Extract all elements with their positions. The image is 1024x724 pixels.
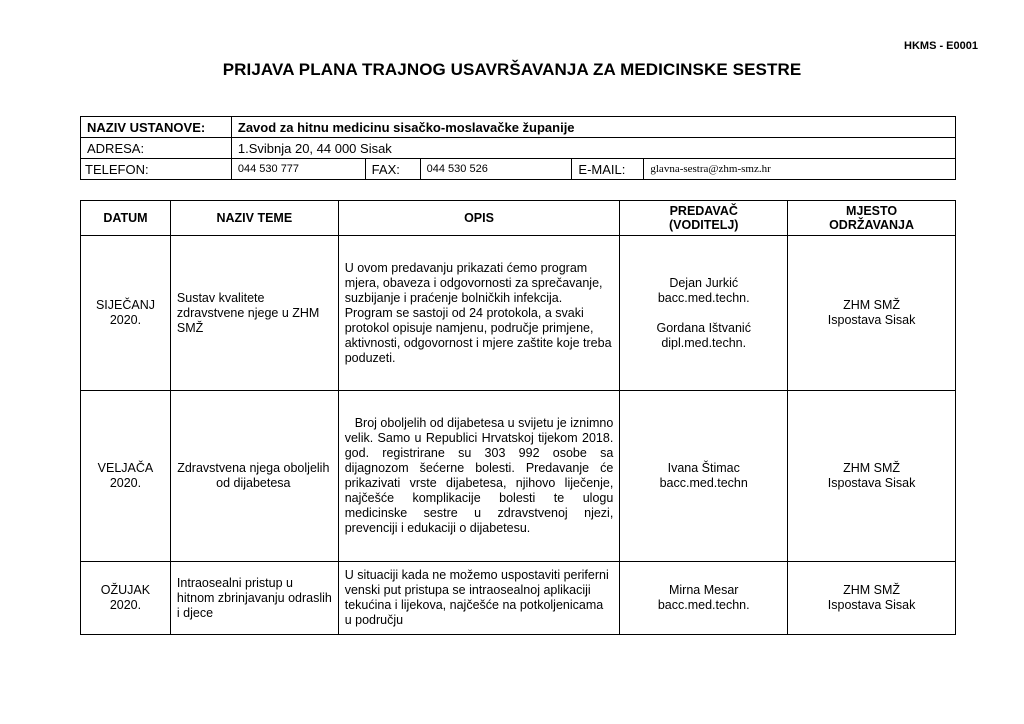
row-lecturer (620, 562, 788, 635)
row-description: Broj oboljelih od dijabetesa u svijetu je iznimno velik. Samo u Republici Hrvatskoj tijekom 2018. god. registrirane su 303 992 osobe sa dijagnozom šećerne bolesti. Predavanje će prikazivati vrste dijabetesa, njihovo liječenje, najčešće komplikacije bolesti te ulogu medicinske sestre u zdravstvenoj njezi, prevenciji i edukaciji o dijabetesu. (338, 391, 620, 562)
header-place-line2: ODRŽAVANJA (829, 218, 915, 232)
row-date (81, 391, 171, 562)
header-lecturer (620, 201, 788, 236)
lecturer-title: dipl.med.techn. (661, 335, 747, 350)
row-month: VELJAČA (97, 461, 154, 475)
row-date (81, 236, 171, 391)
header-date: DATUM (81, 201, 171, 236)
lecturer-title: bacc.med.techn. (657, 598, 750, 612)
row-place (788, 562, 956, 635)
place-line2: Ispostava Sisak (827, 313, 916, 327)
lecturer-name: Mirna Mesar (668, 583, 739, 597)
row-year: 2020. (109, 313, 142, 327)
header-description: OPIS (338, 201, 620, 236)
lecturer-title: bacc.med.techn (659, 476, 748, 490)
row-place (788, 236, 956, 391)
place-line2: Ispostava Sisak (827, 598, 916, 612)
row-month: OŽUJAK (100, 583, 151, 597)
document-code: HKMS - E0001 (904, 40, 978, 52)
lecturer-title: bacc.med.techn. (657, 290, 750, 305)
row-place (788, 391, 956, 562)
fax-value: 044 530 526 (420, 159, 572, 180)
place-line2: Ispostava Sisak (827, 476, 916, 490)
institution-name-row (81, 117, 956, 138)
email-label: E-MAIL: (572, 159, 644, 180)
row-topic: Sustav kvalitete zdravstvene njege u ZHM SMŽ (170, 236, 338, 391)
table-row (81, 562, 956, 635)
lecturer-name: Dejan Jurkić (669, 275, 739, 290)
institution-name-value: Zavod za hitnu medicinu sisačko-moslavačke županije (231, 117, 955, 138)
header-place-line1: MJESTO (845, 204, 898, 218)
plan-header-row (81, 201, 956, 236)
place-line1: ZHM SMŽ (843, 298, 901, 312)
header-lecturer-line1: PREDAVAČ (669, 204, 738, 218)
address-row (81, 138, 956, 159)
header-place (788, 201, 956, 236)
phone-label: TELEFON: (81, 159, 232, 180)
email-value: glavna-sestra@zhm-smz.hr (644, 159, 956, 180)
institution-info-table (80, 116, 956, 180)
header-lecturer-line2: (VODITELJ) (669, 218, 739, 232)
institution-name-label: NAZIV USTANOVE: (81, 117, 232, 138)
row-topic: Intraosealni pristup u hitnom zbrinjavanju odraslih i djece (170, 562, 338, 635)
contact-row (81, 159, 956, 180)
education-plan-table (80, 200, 956, 635)
place-line1: ZHM SMŽ (843, 583, 901, 597)
row-topic: Zdravstvena njega oboljelih od dijabetesa (170, 391, 338, 562)
row-date (81, 562, 171, 635)
table-row (81, 236, 956, 391)
row-lecturer (620, 236, 788, 391)
place-line1: ZHM SMŽ (843, 461, 901, 475)
address-value: 1.Svibnja 20, 44 000 Sisak (231, 138, 955, 159)
phone-value: 044 530 777 (231, 159, 365, 180)
row-lecturer (620, 391, 788, 562)
fax-label: FAX: (365, 159, 420, 180)
address-label: ADRESA: (81, 138, 232, 159)
lecturer-name: Gordana Ištvanić (656, 320, 751, 335)
row-year: 2020. (109, 476, 142, 490)
header-topic: NAZIV TEME (170, 201, 338, 236)
row-description: U ovom predavanju prikazati ćemo program mjera, obaveza i odgovornosti za sprečavanje, suzbijanje i praćenje bolničkih infekcija. Program se sastoji od 24 protokola, a svaki protokol opisuje namjenu, područje primjene, aktivnosti, odgovornost i mjere zaštite koje treba poduzeti. (338, 236, 620, 391)
table-row (81, 391, 956, 562)
document-title: PRIJAVA PLANA TRAJNOG USAVRŠAVANJA ZA MEDICINSKE SESTRE (222, 60, 802, 79)
lecturer-name: Ivana Štimac (667, 461, 740, 475)
row-month: SIJEČANJ (95, 298, 155, 312)
row-description: U situaciji kada ne možemo uspostaviti periferni venski put pristupa se intraosealnoj aplikaciji tekućina i lijekova, najčešće na potkoljenicama u području (338, 562, 620, 635)
row-year: 2020. (109, 598, 142, 612)
